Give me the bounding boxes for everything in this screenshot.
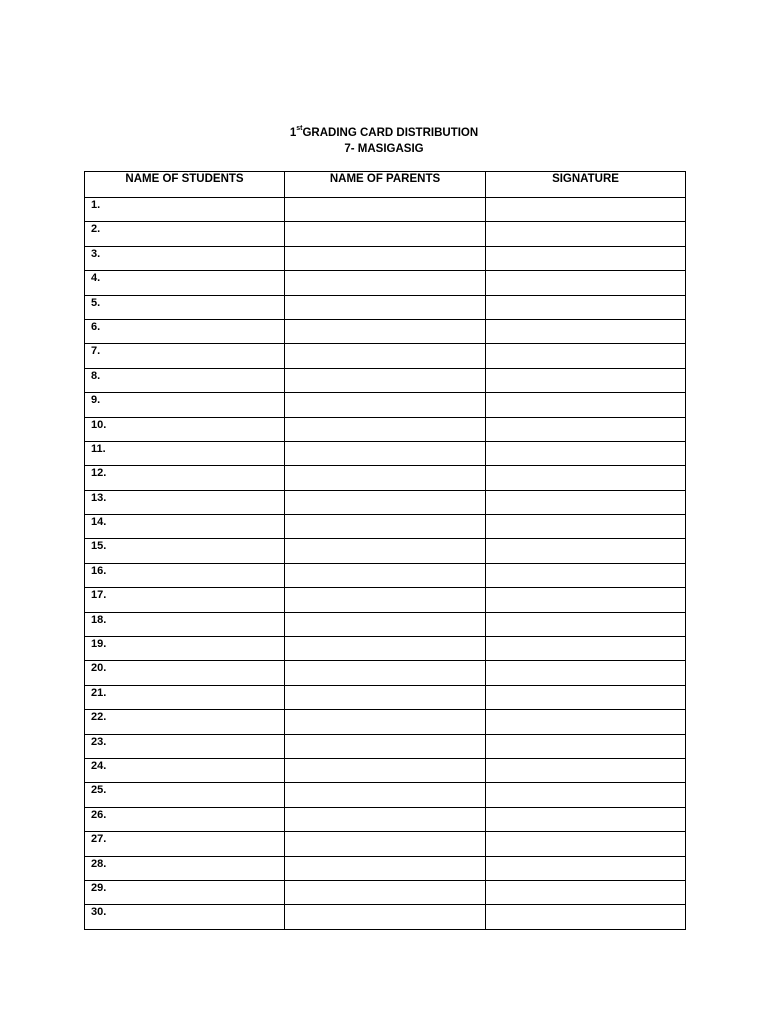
parent-name-cell[interactable] xyxy=(285,344,486,368)
parent-name-cell[interactable] xyxy=(285,368,486,392)
parent-name-cell[interactable] xyxy=(285,612,486,636)
parent-name-cell[interactable] xyxy=(285,856,486,880)
table-row xyxy=(85,539,686,563)
parent-name-cell[interactable] xyxy=(285,441,486,465)
row-number: 13. xyxy=(91,491,107,504)
parent-name-cell[interactable] xyxy=(285,637,486,661)
signature-cell[interactable] xyxy=(486,612,686,636)
signature-cell[interactable] xyxy=(486,661,686,685)
student-name-cell[interactable] xyxy=(85,905,285,929)
signature-cell[interactable] xyxy=(486,198,686,222)
parent-name-cell[interactable] xyxy=(285,246,486,270)
row-number: 7. xyxy=(91,345,101,358)
signature-cell[interactable] xyxy=(486,368,686,392)
signature-cell[interactable] xyxy=(486,880,686,904)
table-row xyxy=(85,319,686,343)
student-name-cell[interactable] xyxy=(85,319,285,343)
signature-cell[interactable] xyxy=(486,515,686,539)
row-number: 2. xyxy=(91,223,101,236)
student-name-cell[interactable] xyxy=(85,807,285,831)
signature-cell[interactable] xyxy=(486,295,686,319)
student-name-cell[interactable] xyxy=(85,441,285,465)
row-number: 20. xyxy=(91,662,107,675)
signature-cell[interactable] xyxy=(486,393,686,417)
student-name-cell[interactable] xyxy=(85,417,285,441)
parent-name-cell[interactable] xyxy=(285,393,486,417)
signature-cell[interactable] xyxy=(486,758,686,782)
parent-name-cell[interactable] xyxy=(285,685,486,709)
student-name-cell[interactable] xyxy=(85,198,285,222)
header-signature: SIGNATURE xyxy=(486,172,686,198)
student-name-cell[interactable] xyxy=(85,588,285,612)
table-row xyxy=(85,758,686,782)
row-number: 24. xyxy=(91,759,107,772)
signature-cell[interactable] xyxy=(486,807,686,831)
row-number: 1. xyxy=(91,199,101,211)
student-name-cell[interactable] xyxy=(85,563,285,587)
parent-name-cell[interactable] xyxy=(285,588,486,612)
parent-name-cell[interactable] xyxy=(285,832,486,856)
row-number: 29. xyxy=(91,881,107,894)
parent-name-cell[interactable] xyxy=(285,807,486,831)
table-row xyxy=(85,490,686,514)
student-name-cell[interactable] xyxy=(85,832,285,856)
parent-name-cell[interactable] xyxy=(285,271,486,295)
table-row xyxy=(85,588,686,612)
student-name-cell[interactable] xyxy=(85,222,285,246)
student-name-cell[interactable] xyxy=(85,344,285,368)
parent-name-cell[interactable] xyxy=(285,222,486,246)
parent-name-cell[interactable] xyxy=(285,539,486,563)
parent-name-cell[interactable] xyxy=(285,295,486,319)
parent-name-cell[interactable] xyxy=(285,880,486,904)
row-number: 23. xyxy=(91,735,107,748)
signature-cell[interactable] xyxy=(486,685,686,709)
table-row xyxy=(85,880,686,904)
table-row xyxy=(85,905,686,929)
signature-cell[interactable] xyxy=(486,637,686,661)
table-row xyxy=(85,344,686,368)
signature-cell[interactable] xyxy=(486,588,686,612)
table-header-row xyxy=(85,172,686,198)
table-row xyxy=(85,295,686,319)
row-number: 6. xyxy=(91,320,101,333)
table-row xyxy=(85,710,686,734)
parent-name-cell[interactable] xyxy=(285,466,486,490)
row-number: 21. xyxy=(91,686,107,699)
parent-name-cell[interactable] xyxy=(285,319,486,343)
student-name-cell[interactable] xyxy=(85,661,285,685)
row-number: 19. xyxy=(91,638,107,651)
student-name-cell[interactable] xyxy=(85,612,285,636)
student-name-cell[interactable] xyxy=(85,295,285,319)
row-number: 3. xyxy=(91,247,101,260)
table-row xyxy=(85,417,686,441)
table-body xyxy=(85,198,686,930)
table-row xyxy=(85,685,686,709)
student-name-cell[interactable] xyxy=(85,271,285,295)
row-number: 4. xyxy=(91,272,101,285)
table-row xyxy=(85,661,686,685)
table-row xyxy=(85,246,686,270)
parent-name-cell[interactable] xyxy=(285,734,486,758)
signature-cell[interactable] xyxy=(486,490,686,514)
signature-cell[interactable] xyxy=(486,271,686,295)
student-name-cell[interactable] xyxy=(85,783,285,807)
table-row xyxy=(85,198,686,222)
signature-cell[interactable] xyxy=(486,344,686,368)
table-row xyxy=(85,271,686,295)
row-number: 26. xyxy=(91,808,107,821)
signature-cell[interactable] xyxy=(486,856,686,880)
parent-name-cell[interactable] xyxy=(285,710,486,734)
signature-cell[interactable] xyxy=(486,222,686,246)
row-number: 9. xyxy=(91,394,101,407)
parent-name-cell[interactable] xyxy=(285,417,486,441)
row-number: 25. xyxy=(91,784,107,797)
signature-cell[interactable] xyxy=(486,417,686,441)
row-number: 16. xyxy=(91,564,107,577)
row-number: 12. xyxy=(91,467,107,480)
parent-name-cell[interactable] xyxy=(285,905,486,929)
row-number: 5. xyxy=(91,296,101,309)
student-name-cell[interactable] xyxy=(85,490,285,514)
row-number: 8. xyxy=(91,369,101,382)
table-row xyxy=(85,368,686,392)
student-name-cell[interactable] xyxy=(85,515,285,539)
student-name-cell[interactable] xyxy=(85,685,285,709)
signature-cell[interactable] xyxy=(486,832,686,856)
table-row xyxy=(85,637,686,661)
table-row xyxy=(85,612,686,636)
title-ordinal: 1 xyxy=(289,127,297,139)
student-name-cell[interactable] xyxy=(85,856,285,880)
parent-name-cell[interactable] xyxy=(285,563,486,587)
table-row xyxy=(85,734,686,758)
title-ordinal-suffix: st xyxy=(296,125,303,133)
signature-cell[interactable] xyxy=(486,783,686,807)
table-row xyxy=(85,441,686,465)
parent-name-cell[interactable] xyxy=(285,490,486,514)
signature-cell[interactable] xyxy=(486,710,686,734)
row-number: 17. xyxy=(91,589,107,602)
student-name-cell[interactable] xyxy=(85,758,285,782)
student-name-cell[interactable] xyxy=(85,466,285,490)
table-row xyxy=(85,832,686,856)
student-name-cell[interactable] xyxy=(85,539,285,563)
parent-name-cell[interactable] xyxy=(285,758,486,782)
parent-name-cell[interactable] xyxy=(285,515,486,539)
parent-name-cell[interactable] xyxy=(285,198,486,222)
row-number: 14. xyxy=(91,516,107,529)
table-row xyxy=(85,466,686,490)
document-subtitle: 7- MASIGASIG xyxy=(344,143,424,155)
table-row xyxy=(85,856,686,880)
student-name-cell[interactable] xyxy=(85,734,285,758)
header-name-of-parents: NAME OF PARENTS xyxy=(285,172,486,198)
signature-cell[interactable] xyxy=(486,441,686,465)
table-row xyxy=(85,393,686,417)
signature-cell[interactable] xyxy=(486,246,686,270)
student-name-cell[interactable] xyxy=(85,368,285,392)
student-name-cell[interactable] xyxy=(85,710,285,734)
signature-cell[interactable] xyxy=(486,734,686,758)
signature-cell[interactable] xyxy=(486,905,686,929)
signature-cell[interactable] xyxy=(486,539,686,563)
table-row xyxy=(85,807,686,831)
distribution-table xyxy=(84,171,686,930)
parent-name-cell[interactable] xyxy=(285,661,486,685)
row-number: 28. xyxy=(91,857,107,870)
row-number: 11. xyxy=(91,442,106,455)
header-name-of-students: NAME OF STUDENTS xyxy=(85,172,285,198)
table-row xyxy=(85,783,686,807)
table-row xyxy=(85,222,686,246)
signature-cell[interactable] xyxy=(486,466,686,490)
student-name-cell[interactable] xyxy=(85,393,285,417)
row-number: 30. xyxy=(91,906,107,919)
title-block xyxy=(0,125,768,157)
row-number: 10. xyxy=(91,418,107,431)
row-number: 27. xyxy=(91,833,107,846)
document-title xyxy=(0,125,768,141)
signature-cell[interactable] xyxy=(486,563,686,587)
student-name-cell[interactable] xyxy=(85,880,285,904)
parent-name-cell[interactable] xyxy=(285,783,486,807)
student-name-cell[interactable] xyxy=(85,637,285,661)
row-number: 18. xyxy=(91,613,107,626)
row-number: 22. xyxy=(91,711,107,724)
title-text: GRADING CARD DISTRIBUTION xyxy=(302,127,479,139)
table-row xyxy=(85,515,686,539)
table-row xyxy=(85,563,686,587)
signature-cell[interactable] xyxy=(486,319,686,343)
row-number: 15. xyxy=(91,540,107,553)
student-name-cell[interactable] xyxy=(85,246,285,270)
